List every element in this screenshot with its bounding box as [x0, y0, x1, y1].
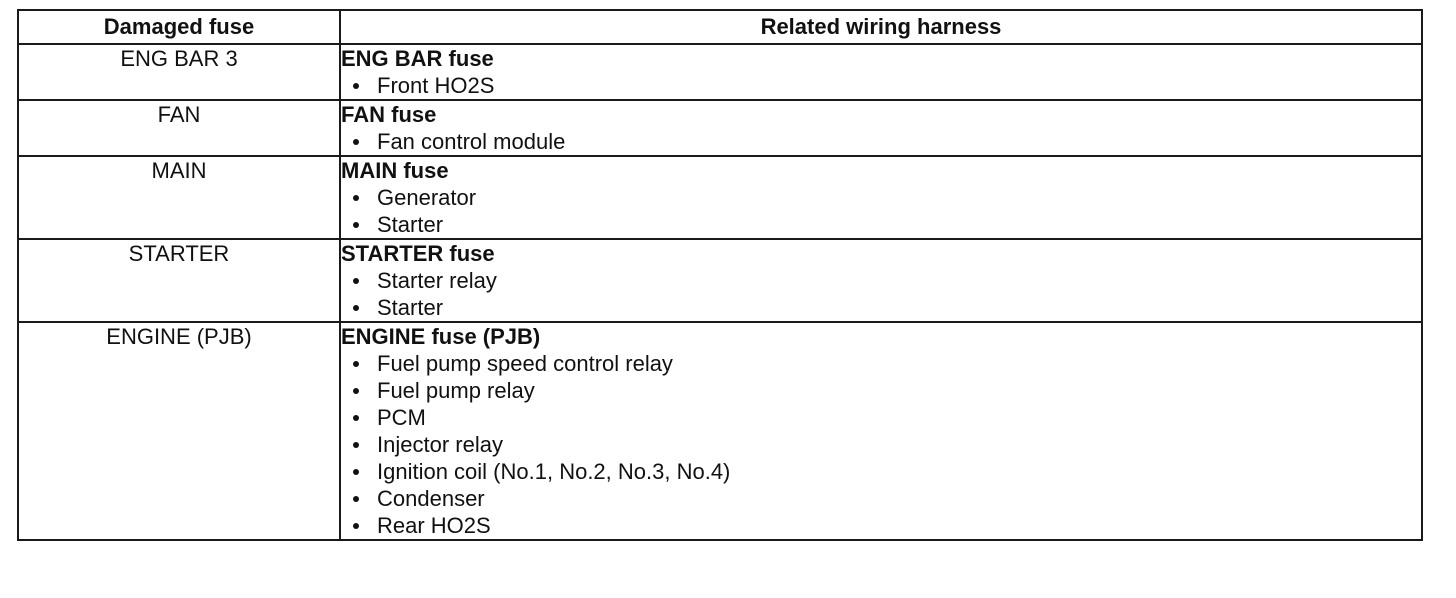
harness-fuse-title: MAIN fuse — [341, 158, 449, 183]
related-harness-cell — [340, 322, 1422, 540]
harness-item-list — [341, 128, 1421, 155]
bullet-icon — [353, 195, 359, 201]
list-item — [353, 211, 1421, 238]
list-item-label: Generator — [377, 185, 477, 210]
harness-fuse-title: FAN fuse — [341, 102, 437, 127]
list-item-label: Fuel pump speed control relay — [377, 351, 673, 376]
bullet-icon — [353, 222, 359, 228]
bullet-icon — [353, 388, 359, 394]
list-item-label: PCM — [377, 405, 426, 430]
damaged-fuse-cell: FAN — [18, 100, 340, 156]
list-item-label: Injector relay — [377, 432, 503, 457]
bullet-icon — [353, 442, 359, 448]
header-damaged-fuse: Damaged fuse — [18, 10, 340, 44]
table-row — [18, 100, 1422, 156]
harness-fuse-title: ENG BAR fuse — [341, 46, 494, 71]
table-body — [18, 44, 1422, 540]
list-item-label: Fuel pump relay — [377, 378, 535, 403]
harness-item-list — [341, 184, 1421, 238]
list-item — [353, 458, 1421, 485]
related-harness-cell — [340, 156, 1422, 239]
bullet-icon — [353, 469, 359, 475]
list-item-label: Fan control module — [377, 129, 566, 154]
list-item — [353, 267, 1421, 294]
bullet-icon — [353, 496, 359, 502]
table-header-row — [18, 10, 1422, 44]
list-item-label: Starter relay — [377, 268, 497, 293]
related-harness-cell — [340, 239, 1422, 322]
list-item-label: Condenser — [377, 486, 485, 511]
bullet-icon — [353, 415, 359, 421]
list-item — [353, 377, 1421, 404]
list-item — [353, 431, 1421, 458]
related-harness-cell — [340, 44, 1422, 100]
list-item — [353, 184, 1421, 211]
damaged-fuse-cell: STARTER — [18, 239, 340, 322]
bullet-icon — [353, 523, 359, 529]
bullet-icon — [353, 139, 359, 145]
harness-fuse-title: STARTER fuse — [341, 241, 495, 266]
damaged-fuse-cell: MAIN — [18, 156, 340, 239]
harness-item-list — [341, 350, 1421, 539]
list-item — [353, 294, 1421, 321]
bullet-icon — [353, 361, 359, 367]
header-related-wiring-harness: Related wiring harness — [340, 10, 1422, 44]
list-item — [353, 512, 1421, 539]
harness-item-list — [341, 72, 1421, 99]
table-row — [18, 239, 1422, 322]
harness-item-list — [341, 267, 1421, 321]
table-row — [18, 156, 1422, 239]
damaged-fuse-cell: ENGINE (PJB) — [18, 322, 340, 540]
table-row — [18, 44, 1422, 100]
harness-fuse-title: ENGINE fuse (PJB) — [341, 324, 541, 349]
list-item — [353, 485, 1421, 512]
list-item-label: Rear HO2S — [377, 513, 491, 538]
list-item-label: Front HO2S — [377, 73, 495, 98]
list-item-label: Starter — [377, 212, 444, 237]
table-row — [18, 322, 1422, 540]
list-item-label: Starter — [377, 295, 444, 320]
bullet-icon — [353, 278, 359, 284]
list-item — [353, 404, 1421, 431]
list-item-label: Ignition coil (No.1, No.2, No.3, No.4) — [377, 459, 731, 484]
list-item — [353, 128, 1421, 155]
bullet-icon — [353, 305, 359, 311]
list-item — [353, 350, 1421, 377]
bullet-icon — [353, 83, 359, 89]
damaged-fuse-cell: ENG BAR 3 — [18, 44, 340, 100]
fuse-harness-table — [17, 9, 1423, 541]
list-item — [353, 72, 1421, 99]
related-harness-cell — [340, 100, 1422, 156]
